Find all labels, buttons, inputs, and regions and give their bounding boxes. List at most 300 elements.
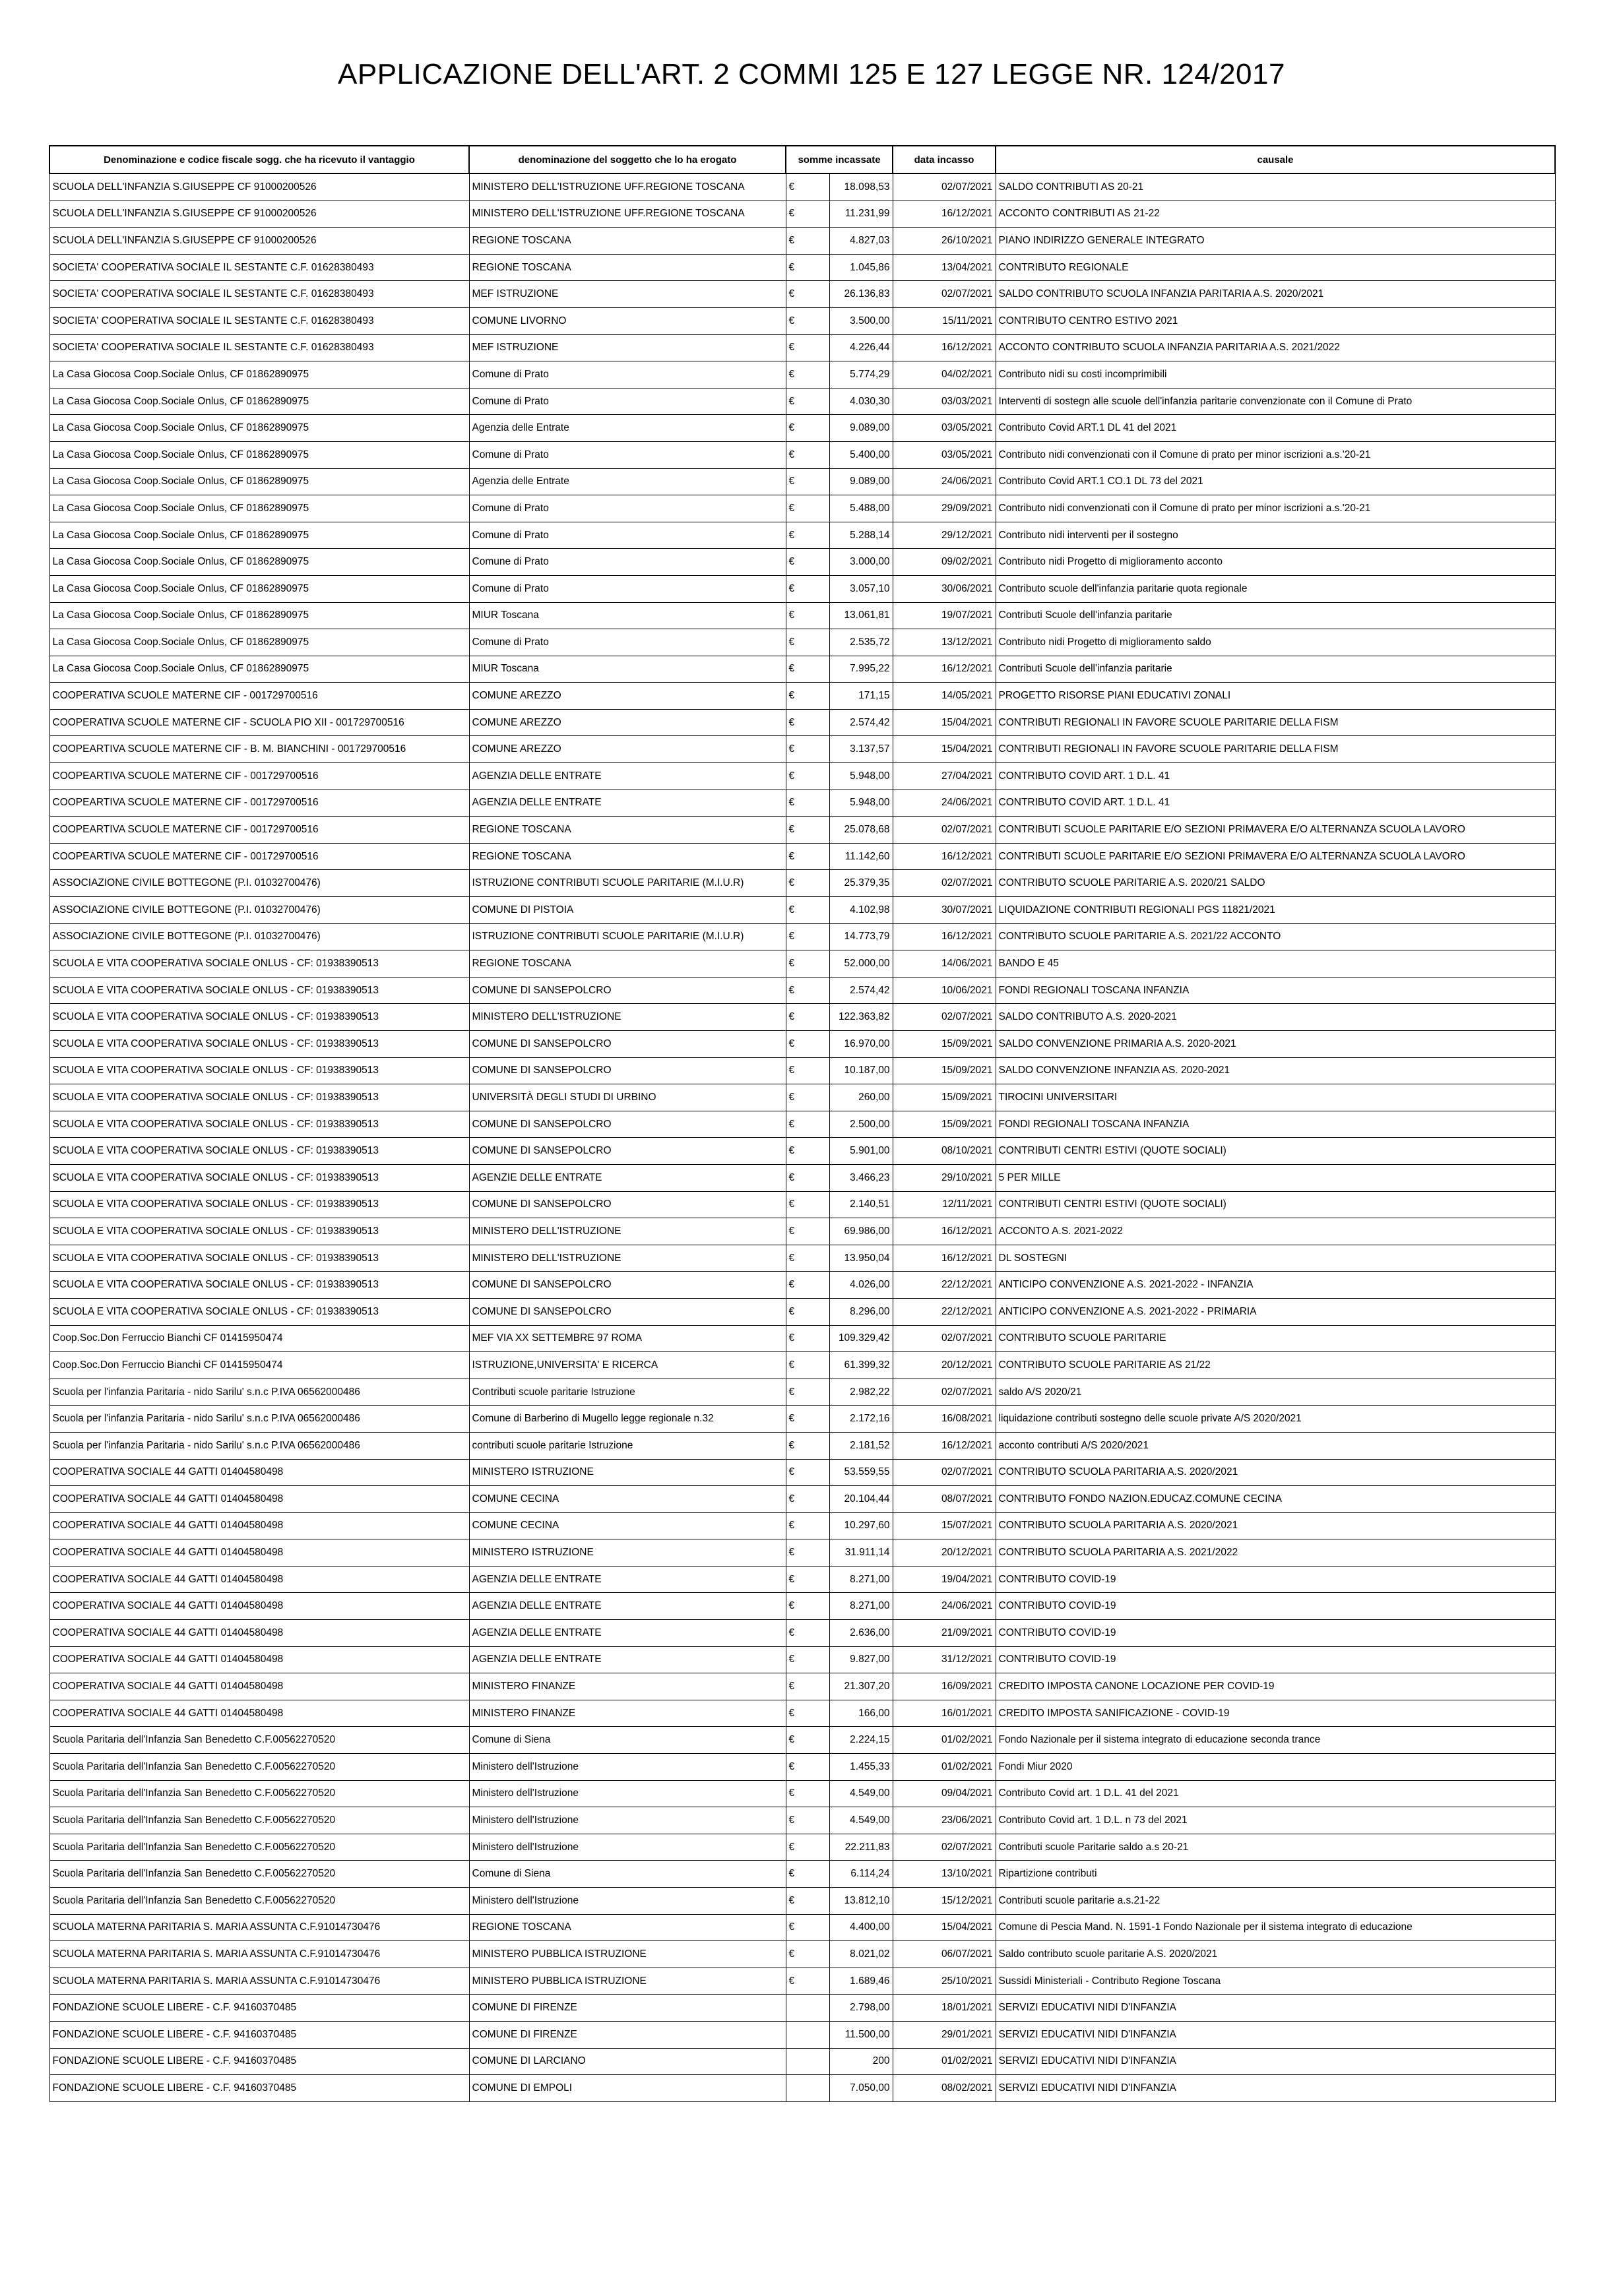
payer-cell: MINISTERO DELL'ISTRUZIONE UFF.REGIONE TOSCANA [469,173,786,201]
reason-cell: SERVIZI EDUCATIVI NIDI D'INFANZIA [996,2048,1555,2075]
beneficiary-cell: COOPERATIVA SOCIALE 44 GATTI 01404580498 [49,1566,469,1593]
date-cell: 16/12/2021 [893,334,996,361]
currency-cell: € [786,1968,829,1995]
reason-cell: CONTRIBUTO COVID ART. 1 D.L. 41 [996,790,1555,817]
beneficiary-cell: FONDAZIONE SCUOLE LIBERE - C.F. 94160370485 [49,2021,469,2048]
beneficiary-cell: COOPERATIVA SOCIALE 44 GATTI 01404580498 [49,1673,469,1700]
beneficiary-cell: COOPEARTIVA SCUOLE MATERNE CIF - B. M. BIANCHINI - 001729700516 [49,736,469,763]
table-row [49,817,1555,844]
reason-cell: Contributo nidi Progetto di miglioramento acconto [996,549,1555,576]
beneficiary-cell: SCUOLA E VITA COOPERATIVA SOCIALE ONLUS - CF: 01938390513 [49,950,469,977]
table-row [49,602,1555,629]
currency-cell [786,2021,829,2048]
currency-cell [786,2048,829,2075]
date-cell: 30/07/2021 [893,897,996,924]
table-row [49,1164,1555,1191]
currency-cell: € [786,1057,829,1084]
amount-cell: 2.140,51 [829,1191,893,1218]
payer-cell: MINISTERO DELL'ISTRUZIONE [469,1004,786,1031]
reason-cell: Contributo Covid art. 1 D.L. 41 del 2021 [996,1780,1555,1807]
reason-cell: Contributo nidi Progetto di miglioramento saldo [996,629,1555,656]
currency-cell: € [786,1941,829,1968]
table-row [49,763,1555,790]
date-cell: 02/07/2021 [893,1379,996,1406]
amount-cell: 122.363,82 [829,1004,893,1031]
beneficiary-cell: SCUOLA E VITA COOPERATIVA SOCIALE ONLUS - CF: 01938390513 [49,1057,469,1084]
table-row [49,1379,1555,1406]
currency-cell: € [786,334,829,361]
table-row [49,656,1555,683]
currency-cell: € [786,388,829,415]
amount-cell: 5.288,14 [829,522,893,549]
reason-cell: FONDI REGIONALI TOSCANA INFANZIA [996,1111,1555,1138]
table-row [49,1298,1555,1325]
table-row [49,709,1555,736]
payer-cell: Comune di Prato [469,629,786,656]
table-row [49,1218,1555,1245]
date-cell: 03/05/2021 [893,415,996,442]
table-row [49,334,1555,361]
reason-cell: CONTRIBUTO SCUOLA PARITARIA A.S. 2020/2021 [996,1512,1555,1539]
table-row [49,1004,1555,1031]
table-row [49,307,1555,334]
date-cell: 15/07/2021 [893,1512,996,1539]
table-row [49,1620,1555,1647]
table-row [49,1272,1555,1299]
date-cell: 13/04/2021 [893,254,996,281]
reason-cell: CONTRIBUTI CENTRI ESTIVI (QUOTE SOCIALI) [996,1138,1555,1165]
table-row [49,1673,1555,1700]
payer-cell: MINISTERO PUBBLICA ISTRUZIONE [469,1968,786,1995]
payer-cell: COMUNE DI SANSEPOLCRO [469,1057,786,1084]
amount-cell: 13.812,10 [829,1888,893,1915]
amount-cell: 2.574,42 [829,977,893,1004]
table-row [49,441,1555,468]
beneficiary-cell: SCUOLA E VITA COOPERATIVA SOCIALE ONLUS - CF: 01938390513 [49,1031,469,1058]
date-cell: 04/02/2021 [893,361,996,388]
payer-cell: Contributi scuole paritarie Istruzione [469,1379,786,1406]
reason-cell: SALDO CONTRIBUTI AS 20-21 [996,173,1555,201]
reason-cell: CONTRIBUTO SCUOLE PARITARIE A.S. 2021/22 ACCONTO [996,923,1555,950]
amount-cell: 8.021,02 [829,1941,893,1968]
payer-cell: COMUNE DI LARCIANO [469,2048,786,2075]
beneficiary-cell: COOPERATIVA SOCIALE 44 GATTI 01404580498 [49,1700,469,1727]
reason-cell: SALDO CONTRIBUTO A.S. 2020-2021 [996,1004,1555,1031]
currency-cell: € [786,1191,829,1218]
currency-cell: € [786,575,829,602]
payer-cell: ISTRUZIONE CONTRIBUTI SCUOLE PARITARIE (M.I.U.R) [469,923,786,950]
payer-cell: Ministero dell'Istruzione [469,1754,786,1781]
date-cell: 22/12/2021 [893,1272,996,1299]
amount-cell: 6.114,24 [829,1861,893,1888]
amount-cell: 8.271,00 [829,1593,893,1620]
reason-cell: CONTRIBUTI SCUOLE PARITARIE E/O SEZIONI PRIMAVERA E/O ALTERNANZA SCUOLA LAVORO [996,817,1555,844]
beneficiary-cell: Scuola Paritaria dell'Infanzia San Benedetto C.F.00562270520 [49,1727,469,1754]
date-cell: 16/08/2021 [893,1406,996,1433]
currency-cell: € [786,977,829,1004]
currency-cell: € [786,1084,829,1111]
table-row [49,1111,1555,1138]
payer-cell: COMUNE DI SANSEPOLCRO [469,1138,786,1165]
reason-cell: TIROCINI UNIVERSITARI [996,1084,1555,1111]
reason-cell: ANTICIPO CONVENZIONE A.S. 2021-2022 - INFANZIA [996,1272,1555,1299]
table-row [49,281,1555,308]
payer-cell: Comune di Prato [469,549,786,576]
payer-cell: COMUNE DI SANSEPOLCRO [469,977,786,1004]
date-cell: 16/12/2021 [893,1218,996,1245]
date-cell: 14/06/2021 [893,950,996,977]
payer-cell: MINISTERO DELL'ISTRUZIONE [469,1245,786,1272]
reason-cell: Contributo nidi convenzionati con il Comune di prato per minor iscrizioni a.s.'20-21 [996,495,1555,522]
date-cell: 02/07/2021 [893,1325,996,1352]
payer-cell: Comune di Prato [469,575,786,602]
amount-cell: 200 [829,2048,893,2075]
amount-cell: 52.000,00 [829,950,893,977]
table-row [49,1968,1555,1995]
reason-cell: CONTRIBUTO CENTRO ESTIVO 2021 [996,307,1555,334]
amount-cell: 10.297,60 [829,1512,893,1539]
payer-cell: COMUNE DI FIRENZE [469,1995,786,2022]
amount-cell: 69.986,00 [829,1218,893,1245]
currency-cell: € [786,361,829,388]
table-row [49,1138,1555,1165]
payer-cell: Ministero dell'Istruzione [469,1834,786,1861]
beneficiary-cell: Scuola Paritaria dell'Infanzia San Benedetto C.F.00562270520 [49,1780,469,1807]
payer-cell: REGIONE TOSCANA [469,228,786,255]
table-row [49,683,1555,710]
currency-cell: € [786,1245,829,1272]
table-row [49,1031,1555,1058]
date-cell: 13/12/2021 [893,629,996,656]
date-cell: 27/04/2021 [893,763,996,790]
payer-cell: Ministero dell'Istruzione [469,1888,786,1915]
amount-cell: 171,15 [829,683,893,710]
currency-cell: € [786,1646,829,1673]
reason-cell: SALDO CONTRIBUTO SCUOLA INFANZIA PARITARIA A.S. 2020/2021 [996,281,1555,308]
payer-cell: Comune di Siena [469,1861,786,1888]
table-row [49,1566,1555,1593]
reason-cell: CONTRIBUTO COVID ART. 1 D.L. 41 [996,763,1555,790]
reason-cell: CONTRIBUTO SCUOLE PARITARIE A.S. 2020/21 SALDO [996,870,1555,897]
currency-cell: € [786,522,829,549]
amount-cell: 53.559,55 [829,1459,893,1486]
beneficiary-cell: SCUOLA E VITA COOPERATIVA SOCIALE ONLUS - CF: 01938390513 [49,1164,469,1191]
beneficiary-cell: FONDAZIONE SCUOLE LIBERE - C.F. 94160370485 [49,1995,469,2022]
currency-cell: € [786,1566,829,1593]
amount-cell: 2.636,00 [829,1620,893,1647]
payer-cell: COMUNE CECINA [469,1486,786,1513]
reason-cell: Comune di Pescia Mand. N. 1591-1 Fondo Nazionale per il sistema integrato di educazione [996,1914,1555,1941]
amount-cell: 7.995,22 [829,656,893,683]
table-row [49,1512,1555,1539]
amount-cell: 10.187,00 [829,1057,893,1084]
reason-cell: liquidazione contributi sostegno delle scuole private A/S 2020/2021 [996,1406,1555,1433]
beneficiary-cell: COOPERATIVA SOCIALE 44 GATTI 01404580498 [49,1620,469,1647]
currency-cell: € [786,1138,829,1165]
reason-cell: Sussidi Ministeriali - Contributo Regione Toscana [996,1968,1555,1995]
reason-cell: Contributo Covid ART.1 CO.1 DL 73 del 2021 [996,468,1555,495]
beneficiary-cell: ASSOCIAZIONE CIVILE BOTTEGONE (P.I. 01032700476) [49,923,469,950]
currency-cell: € [786,790,829,817]
payer-cell: AGENZIA DELLE ENTRATE [469,1646,786,1673]
amount-cell: 3.137,57 [829,736,893,763]
reason-cell: CONTRIBUTO SCUOLA PARITARIA A.S. 2021/2022 [996,1539,1555,1567]
reason-cell: saldo A/S 2020/21 [996,1379,1555,1406]
beneficiary-cell: Scuola Paritaria dell'Infanzia San Benedetto C.F.00562270520 [49,1807,469,1834]
amount-cell: 9.089,00 [829,468,893,495]
table-row [49,1539,1555,1567]
currency-cell: € [786,1620,829,1647]
payer-cell: Comune di Barberino di Mugello legge regionale n.32 [469,1406,786,1433]
currency-cell: € [786,1861,829,1888]
reason-cell: Contributo nidi interventi per il sostegno [996,522,1555,549]
amount-cell: 11.142,60 [829,843,893,870]
payer-cell: REGIONE TOSCANA [469,254,786,281]
table-row [49,1593,1555,1620]
beneficiary-cell: COOPERATIVA SOCIALE 44 GATTI 01404580498 [49,1486,469,1513]
beneficiary-cell: Scuola per l'infanzia Paritaria - nido Sarilu' s.n.c P.IVA 06562000486 [49,1406,469,1433]
reason-cell: CONTRIBUTO COVID-19 [996,1566,1555,1593]
table-row [49,495,1555,522]
date-cell: 15/04/2021 [893,709,996,736]
reason-cell: Contributo Covid art. 1 D.L. n 73 del 2021 [996,1807,1555,1834]
beneficiary-cell: COOPERATIVA SOCIALE 44 GATTI 01404580498 [49,1646,469,1673]
reason-cell: PIANO INDIRIZZO GENERALE INTEGRATO [996,228,1555,255]
payer-cell: REGIONE TOSCANA [469,817,786,844]
payer-cell: Comune di Siena [469,1727,786,1754]
table-row [49,1191,1555,1218]
date-cell: 19/07/2021 [893,602,996,629]
beneficiary-cell: SCUOLA DELL'INFANZIA S.GIUSEPPE CF 91000200526 [49,201,469,228]
reason-cell: CONTRIBUTO FONDO NAZION.EDUCAZ.COMUNE CECINA [996,1486,1555,1513]
table-body [49,173,1555,2101]
header-reason: causale [996,146,1555,173]
amount-cell: 4.026,00 [829,1272,893,1299]
beneficiary-cell: SCUOLA MATERNA PARITARIA S. MARIA ASSUNTA C.F.91014730476 [49,1914,469,1941]
table-row [49,201,1555,228]
date-cell: 29/12/2021 [893,522,996,549]
payer-cell: Ministero dell'Istruzione [469,1807,786,1834]
table-row [49,2048,1555,2075]
amount-cell: 13.950,04 [829,1245,893,1272]
date-cell: 02/07/2021 [893,870,996,897]
reason-cell: 5 PER MILLE [996,1164,1555,1191]
reason-cell: Contributo nidi su costi incomprimibili [996,361,1555,388]
date-cell: 20/12/2021 [893,1539,996,1567]
beneficiary-cell: COOPEARTIVA SCUOLE MATERNE CIF - 001729700516 [49,763,469,790]
date-cell: 09/04/2021 [893,1780,996,1807]
currency-cell: € [786,1111,829,1138]
reason-cell: Fondo Nazionale per il sistema integrato di educazione seconda trance [996,1727,1555,1754]
date-cell: 21/09/2021 [893,1620,996,1647]
currency-cell: € [786,1486,829,1513]
beneficiary-cell: SCUOLA E VITA COOPERATIVA SOCIALE ONLUS - CF: 01938390513 [49,1272,469,1299]
table-row [49,1914,1555,1941]
reason-cell: Contributi Scuole dell'infanzia paritarie [996,602,1555,629]
amount-cell: 4.030,30 [829,388,893,415]
beneficiary-cell: SCUOLA MATERNA PARITARIA S. MARIA ASSUNTA C.F.91014730476 [49,1968,469,1995]
table-row [49,1834,1555,1861]
beneficiary-cell: La Casa Giocosa Coop.Sociale Onlus, CF 01862890975 [49,575,469,602]
payer-cell: ISTRUZIONE CONTRIBUTI SCUOLE PARITARIE (M.I.U.R) [469,870,786,897]
payer-cell: contributi scuole paritarie Istruzione [469,1432,786,1459]
reason-cell: Contributi scuole paritarie a.s.21-22 [996,1888,1555,1915]
table-row [49,254,1555,281]
payer-cell: AGENZIA DELLE ENTRATE [469,790,786,817]
payer-cell: Comune di Prato [469,441,786,468]
beneficiary-cell: SOCIETA' COOPERATIVA SOCIALE IL SESTANTE C.F. 01628380493 [49,281,469,308]
reason-cell: CONTRIBUTO COVID-19 [996,1620,1555,1647]
currency-cell: € [786,1888,829,1915]
amount-cell: 109.329,42 [829,1325,893,1352]
date-cell: 13/10/2021 [893,1861,996,1888]
table-row [49,790,1555,817]
table-row [49,1995,1555,2022]
beneficiary-cell: La Casa Giocosa Coop.Sociale Onlus, CF 01862890975 [49,522,469,549]
table-row [49,736,1555,763]
payer-cell: Comune di Prato [469,361,786,388]
reason-cell: DL SOSTEGNI [996,1245,1555,1272]
beneficiary-cell: SCUOLA E VITA COOPERATIVA SOCIALE ONLUS - CF: 01938390513 [49,977,469,1004]
beneficiary-cell: SOCIETA' COOPERATIVA SOCIALE IL SESTANTE C.F. 01628380493 [49,307,469,334]
date-cell: 08/10/2021 [893,1138,996,1165]
currency-cell: € [786,1004,829,1031]
header-amount: somme incassate [786,146,893,173]
reason-cell: SERVIZI EDUCATIVI NIDI D'INFANZIA [996,2021,1555,2048]
currency-cell: € [786,1218,829,1245]
beneficiary-cell: Coop.Soc.Don Ferruccio Bianchi CF 01415950474 [49,1325,469,1352]
beneficiary-cell: Scuola Paritaria dell'Infanzia San Benedetto C.F.00562270520 [49,1861,469,1888]
beneficiary-cell: SCUOLA E VITA COOPERATIVA SOCIALE ONLUS - CF: 01938390513 [49,1245,469,1272]
amount-cell: 61.399,32 [829,1352,893,1379]
amount-cell: 21.307,20 [829,1673,893,1700]
date-cell: 02/07/2021 [893,173,996,201]
amount-cell: 8.271,00 [829,1566,893,1593]
currency-cell: € [786,281,829,308]
table-row [49,468,1555,495]
currency-cell: € [786,415,829,442]
payer-cell: MINISTERO FINANZE [469,1700,786,1727]
amount-cell: 5.948,00 [829,763,893,790]
beneficiary-cell: La Casa Giocosa Coop.Sociale Onlus, CF 01862890975 [49,415,469,442]
currency-cell: € [786,1807,829,1834]
reason-cell: SALDO CONVENZIONE PRIMARIA A.S. 2020-2021 [996,1031,1555,1058]
table-row [49,2021,1555,2048]
reason-cell: CONTRIBUTO SCUOLE PARITARIE [996,1325,1555,1352]
date-cell: 16/12/2021 [893,201,996,228]
payer-cell: COMUNE AREZZO [469,683,786,710]
date-cell: 01/02/2021 [893,2048,996,2075]
currency-cell: € [786,629,829,656]
currency-cell: € [786,817,829,844]
amount-cell: 25.379,35 [829,870,893,897]
beneficiary-cell: Scuola Paritaria dell'Infanzia San Benedetto C.F.00562270520 [49,1888,469,1915]
payer-cell: REGIONE TOSCANA [469,843,786,870]
reason-cell: CONTRIBUTO REGIONALE [996,254,1555,281]
beneficiary-cell: SCUOLA DELL'INFANZIA S.GIUSEPPE CF 91000200526 [49,173,469,201]
amount-cell: 31.911,14 [829,1539,893,1567]
currency-cell: € [786,307,829,334]
currency-cell: € [786,897,829,924]
payer-cell: UNIVERSITÀ DEGLI STUDI DI URBINO [469,1084,786,1111]
reason-cell: LIQUIDAZIONE CONTRIBUTI REGIONALI PGS 11821/2021 [996,897,1555,924]
payer-cell: MIUR Toscana [469,656,786,683]
currency-cell: € [786,602,829,629]
date-cell: 16/12/2021 [893,843,996,870]
reason-cell: Ripartizione contributi [996,1861,1555,1888]
date-cell: 29/01/2021 [893,2021,996,2048]
date-cell: 15/12/2021 [893,1888,996,1915]
payer-cell: MINISTERO DELL'ISTRUZIONE [469,1218,786,1245]
date-cell: 25/10/2021 [893,1968,996,1995]
table-row [49,1754,1555,1781]
beneficiary-cell: SCUOLA E VITA COOPERATIVA SOCIALE ONLUS - CF: 01938390513 [49,1084,469,1111]
table-row [49,1084,1555,1111]
date-cell: 02/07/2021 [893,817,996,844]
header-date: data incasso [893,146,996,173]
beneficiary-cell: SCUOLA E VITA COOPERATIVA SOCIALE ONLUS - CF: 01938390513 [49,1111,469,1138]
reason-cell: CONTRIBUTI CENTRI ESTIVI (QUOTE SOCIALI) [996,1191,1555,1218]
payer-cell: AGENZIA DELLE ENTRATE [469,1566,786,1593]
currency-cell: € [786,173,829,201]
table-row [49,1700,1555,1727]
payer-cell: MEF ISTRUZIONE [469,334,786,361]
date-cell: 22/12/2021 [893,1298,996,1325]
amount-cell: 166,00 [829,1700,893,1727]
reason-cell: ACCONTO CONTRIBUTO SCUOLA INFANZIA PARITARIA A.S. 2021/2022 [996,334,1555,361]
beneficiary-cell: La Casa Giocosa Coop.Sociale Onlus, CF 01862890975 [49,629,469,656]
amount-cell: 11.500,00 [829,2021,893,2048]
date-cell: 08/02/2021 [893,2075,996,2102]
amount-cell: 5.948,00 [829,790,893,817]
beneficiary-cell: Scuola per l'infanzia Paritaria - nido Sarilu' s.n.c P.IVA 06562000486 [49,1432,469,1459]
currency-cell: € [786,549,829,576]
payer-cell: AGENZIA DELLE ENTRATE [469,763,786,790]
payer-cell: MEF ISTRUZIONE [469,281,786,308]
payer-cell: Comune di Prato [469,388,786,415]
beneficiary-cell: FONDAZIONE SCUOLE LIBERE - C.F. 94160370485 [49,2075,469,2102]
beneficiary-cell: COOPEARTIVA SCUOLE MATERNE CIF - 001729700516 [49,843,469,870]
amount-cell: 7.050,00 [829,2075,893,2102]
table-row [49,549,1555,576]
payer-cell: COMUNE DI FIRENZE [469,2021,786,2048]
amount-cell: 26.136,83 [829,281,893,308]
payer-cell: COMUNE DI EMPOLI [469,2075,786,2102]
date-cell: 16/12/2021 [893,1245,996,1272]
payer-cell: COMUNE CECINA [469,1512,786,1539]
payer-cell: COMUNE DI SANSEPOLCRO [469,1272,786,1299]
table-row [49,897,1555,924]
amount-cell: 9.089,00 [829,415,893,442]
currency-cell: € [786,736,829,763]
date-cell: 16/01/2021 [893,1700,996,1727]
beneficiary-cell: COOPEARTIVA SCUOLE MATERNE CIF - 001729700516 [49,790,469,817]
beneficiary-cell: FONDAZIONE SCUOLE LIBERE - C.F. 94160370485 [49,2048,469,2075]
date-cell: 15/09/2021 [893,1057,996,1084]
date-cell: 20/12/2021 [893,1352,996,1379]
table-row [49,1807,1555,1834]
beneficiary-cell: SCUOLA E VITA COOPERATIVA SOCIALE ONLUS - CF: 01938390513 [49,1218,469,1245]
reason-cell: CREDITO IMPOSTA CANONE LOCAZIONE PER COVID-19 [996,1673,1555,1700]
currency-cell: € [786,950,829,977]
payer-cell: MINISTERO PUBBLICA ISTRUZIONE [469,1941,786,1968]
date-cell: 15/09/2021 [893,1031,996,1058]
amount-cell: 5.774,29 [829,361,893,388]
table-row [49,1352,1555,1379]
reason-cell: CONTRIBUTI SCUOLE PARITARIE E/O SEZIONI PRIMAVERA E/O ALTERNANZA SCUOLA LAVORO [996,843,1555,870]
table-row [49,870,1555,897]
payer-cell: MINISTERO ISTRUZIONE [469,1539,786,1567]
